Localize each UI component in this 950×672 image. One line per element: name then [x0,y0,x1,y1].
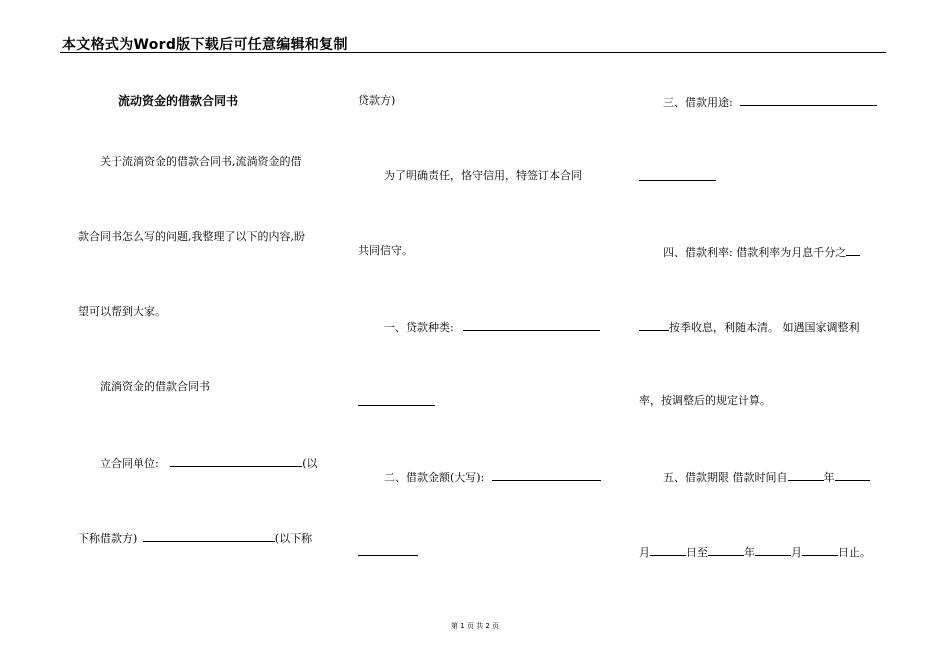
interest-terms-line [639,319,860,335]
day-to-label: 日至 [686,546,708,559]
download-banner: 本文格式为Word版下载后可任意编辑和复制 [62,37,348,53]
col1-party-line-2 [78,530,312,546]
loan-purpose-blank-2 [639,169,716,185]
loan-amount-label: 二、借款金额(大写): [384,471,485,484]
loan-term-line [663,469,870,485]
loan-type-line [384,319,600,335]
header-rule [60,52,886,53]
loan-type-label: 一、贷款种类: [384,321,454,334]
col1-subtitle: 流淌资金的借款合同书 [100,380,210,393]
loan-type-blank [463,319,600,331]
loan-amount-blank [492,469,601,481]
party-blank [170,455,302,467]
document-title: 流动资金的借款合同书 [118,94,239,108]
col1-line-3: 望可以帮到大家。 [78,305,166,318]
col2-line-3: 共同信守。 [358,244,413,257]
loan-term-dates-line [639,544,871,560]
loan-purpose-line [663,94,877,110]
interest-terms-blank [639,319,669,331]
year-label: 年 [823,471,835,484]
col3-line-5: 率，按调整后的规定计算。 [639,394,771,407]
interest-terms-text: 按季收息，利随本清。 如遇国家调整利 [669,321,860,334]
page-footer: 第 1 页 共 2 页 [450,622,500,630]
interest-rate-blank [846,244,860,256]
loan-purpose-blank [740,94,877,106]
col2-line-2: 为了明确责任，恪守信用，特签订本合同 [384,169,582,182]
interest-rate-line [663,244,860,260]
col1-line-1: 关于流淌资金的借款合同书,流淌资金的借 [100,155,302,168]
year-label-2: 年 [744,546,755,559]
month-label-2: 月 [791,546,802,559]
borrower-label: 下称借款方) [78,532,138,545]
loan-amount-line [384,469,601,485]
party-tail: (以 [302,457,318,470]
interest-rate-text: 四、借款利率: 借款利率为月息千分之 [663,246,847,259]
col2-line-1: 贷款方) [358,94,396,107]
loan-purpose-label: 三、借款用途: [663,96,733,109]
loan-term-text: 五、借款期限 借款时间自 [663,471,788,484]
col1-line-2: 款合同书怎么写的问题,我整理了以下的内容,盼 [78,230,305,243]
month-label: 月 [639,546,650,559]
day-end-label: 日止。 [838,546,871,559]
borrower-blank [143,530,275,542]
loan-amount-blank-2 [358,544,418,560]
col1-party-line-1 [100,455,318,471]
borrower-tail: (以下称 [274,532,313,545]
loan-type-blank-2 [358,394,435,410]
party-label: 立合同单位: [100,457,159,470]
